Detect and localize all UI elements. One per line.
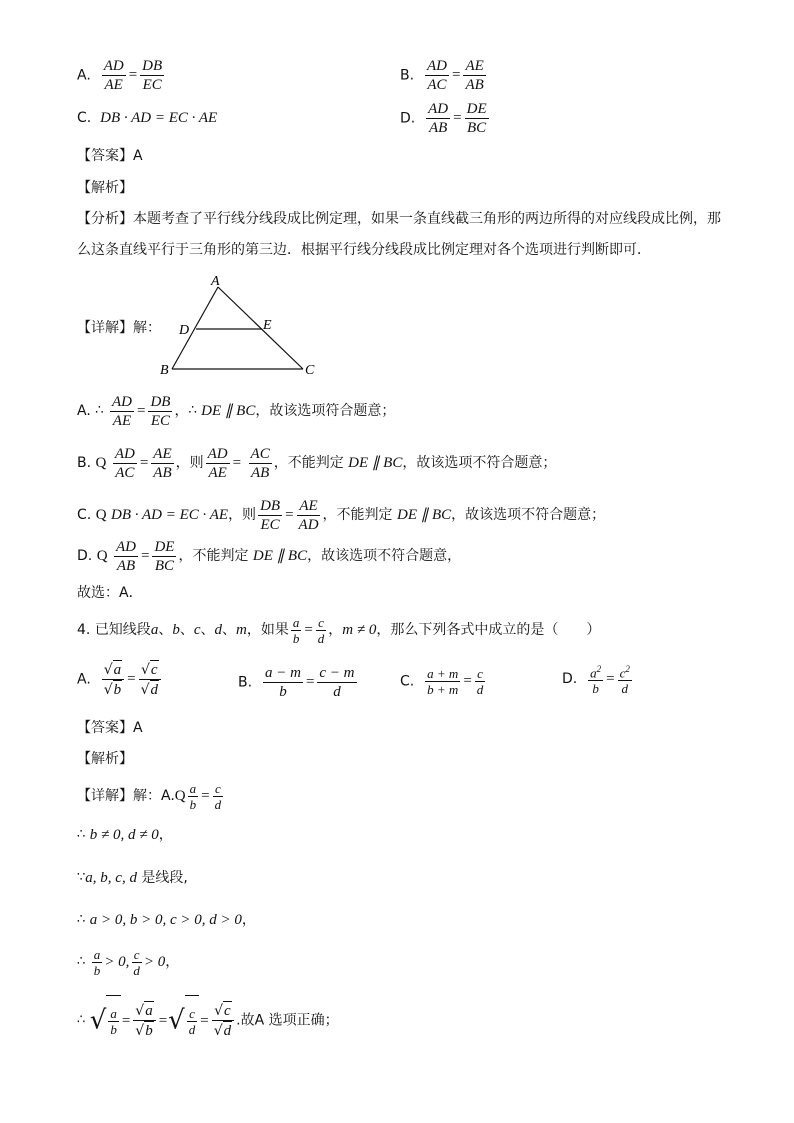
q4-line4: ∴ $\frac{a}{b}$ > 0, $\frac{c}{d}$ > 0，	[77, 946, 180, 978]
q4-option-d: D. $\frac{a^2}{b}$ = $\frac{c^2}{d}$	[562, 664, 630, 697]
q3-step-c: C. Q DB · AD = EC · AE，则 $\frac{DB}{EC}$ = $\frac{AE}{AD}$ ，不能判定 DE ∥ BC，故该选项不符合题意；	[77, 497, 606, 533]
fraction: $\frac{DB}{EC}$	[142, 58, 163, 93]
q3-option-b: B. $\frac{AD}{AC}$ = $\frac{AE}{AB}$	[400, 58, 484, 93]
q4-analysis-label: 【解析】	[77, 751, 133, 767]
q4-line3: ∴ a > 0, b > 0, c > 0, d > 0，	[77, 912, 256, 928]
q3-fenxi-line1: 【分析】本题考查了平行线分线段成比例定理，如果一条直线截三角形的两边所得的对应线段成比例，那	[77, 211, 721, 227]
q4-detail: 【详解】解：A.Q $\frac{a}{b}$ = $\frac{c}{d}$	[77, 780, 222, 812]
a-plus-m: a + m	[427, 666, 459, 681]
q3-option-a: A. $\frac{AD}{AE}$ = $\frac{DB}{EC}$	[77, 58, 163, 93]
fraction: $\frac{AE}{AB}$	[465, 58, 484, 93]
b-plus-m: b + m	[427, 682, 459, 697]
point-e-label: E	[263, 318, 272, 333]
q4-line1: ∴ b ≠ 0, d ≠ 0，	[77, 827, 173, 843]
q4-line2: ∵a, b, c, d 是线段,	[77, 870, 188, 886]
q3-fenxi-line2: 么这条直线平行于三角形的第三边．根据平行线分线段成比例定理对各个选项进行判断即可．	[77, 242, 651, 258]
q3-analysis-label: 【解析】	[77, 180, 133, 196]
q4-option-c: C. $\frac{a + m}{b + m}$ = $\frac{c}{d}$	[400, 666, 484, 697]
q3-detail-label: 【详解】解：	[77, 320, 161, 336]
q3-option-d: D. $\frac{AD}{AB}$ = $\frac{DE}{BC}$	[400, 101, 487, 136]
side-ac	[218, 287, 303, 369]
vertex-b-label: B	[160, 363, 169, 378]
q4-option-b: B. $\frac{a - m}{b}$ = $\frac{c - m}{d}$	[238, 665, 355, 700]
q4-line5: ∴ √ $\frac{a}{b}$ = $\frac{√a}{√b}$ =√ $\frac{c}{d}$ = $\frac{√c}{√d}$ .故A 选项正确；	[77, 995, 339, 1046]
q3-step-a: A. ∴ $\frac{AD}{AE}$ = $\frac{DB}{EC}$ ，∴ DE ∥ BC，故该选项符合题意；	[77, 393, 396, 429]
c-minus-m: c − m	[319, 665, 355, 681]
q3-option-c: C. DB · AD = EC · AE	[77, 110, 218, 126]
fraction: $\frac{AD}{AB}$	[428, 101, 449, 136]
vertex-a-label: A	[211, 274, 220, 289]
q4-stem: 4. 已知线段a、b、c、d、m，如果 $\frac{a}{b}$ = $\frac{c}{d}$ ，m ≠ 0，那么下列各式中成立的是（ ）	[77, 614, 601, 646]
q4-answer: 【答案】A	[77, 720, 143, 736]
q3-answer: 【答案】A	[77, 148, 143, 164]
q3-step-d: D. Q $\frac{AD}{AB}$ = $\frac{DE}{BC}$ ，不能判定 DE ∥ BC，故该选项不符合题意，	[77, 538, 462, 574]
frac-ab: AB	[250, 464, 270, 481]
a-minus-m: a − m	[264, 665, 301, 681]
fraction: $\frac{AD}{AC}$	[426, 58, 447, 93]
point-d-label: D	[179, 323, 190, 338]
triangle-figure	[150, 270, 330, 380]
vertex-c-label: C	[305, 363, 315, 378]
fraction: $\frac{AD}{AE}$	[103, 58, 124, 93]
q4-option-a: A. $\frac{√a}{√b}$ = $\frac{√c}{√d}$	[77, 660, 163, 699]
fraction: $\frac{DE}{BC}$	[466, 101, 487, 136]
frac-ac: AC	[250, 445, 270, 462]
q3-conclusion: 故选：A．	[77, 585, 143, 601]
q3-step-b: B. Q $\frac{AD}{AC}$ = $\frac{AE}{AB}$ ，则 $\frac{AD}{AE}$ = $\frac{AC}{AB}$ ，不能判定 DE ∥ BC，故该选项不符合题意；	[77, 445, 557, 481]
